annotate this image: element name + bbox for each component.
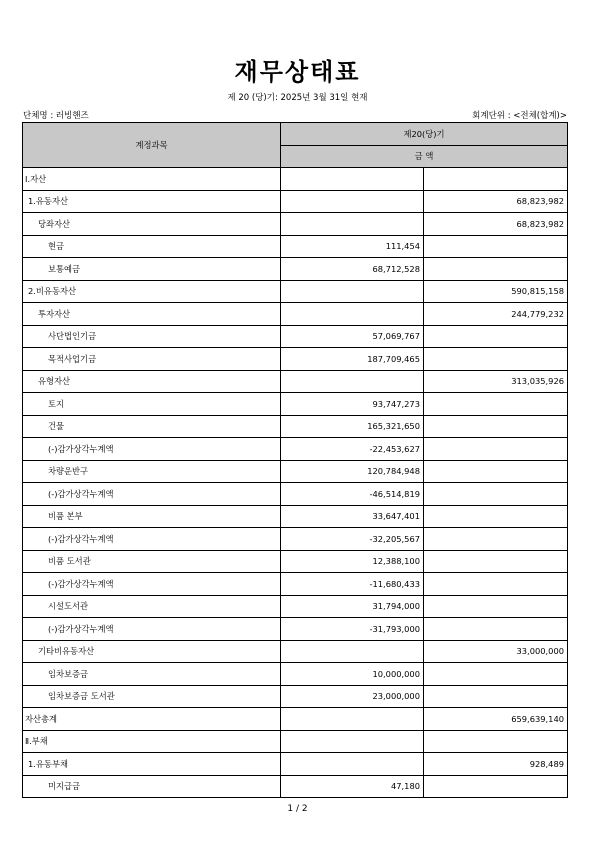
account-label: 자산총계: [23, 708, 281, 731]
table-row: [23, 460, 568, 483]
table-row: [23, 663, 568, 686]
table-row: [23, 528, 568, 551]
subtotal-amount: [424, 505, 568, 528]
subtotal-amount: [424, 550, 568, 573]
subtotal-amount: [424, 168, 568, 191]
account-label: 목적사업기금: [23, 348, 281, 371]
table-row: [23, 550, 568, 573]
table-row: [23, 415, 568, 438]
detail-amount: 93,747,273: [281, 393, 424, 416]
detail-amount: [281, 168, 424, 191]
table-row: [23, 258, 568, 281]
balance-sheet-table: [22, 122, 568, 798]
table-row: [23, 730, 568, 753]
account-label: 기타비유동자산: [23, 640, 281, 663]
table-row: [23, 325, 568, 348]
subtotal-amount: [424, 348, 568, 371]
subtotal-amount: [424, 573, 568, 596]
account-label: 건물: [23, 415, 281, 438]
subtotal-amount: [424, 618, 568, 641]
table-row: [23, 573, 568, 596]
subtotal-amount: [424, 730, 568, 753]
detail-amount: [281, 303, 424, 326]
detail-amount: 47,180: [281, 775, 424, 798]
detail-amount: 68,712,528: [281, 258, 424, 281]
table-row: [23, 685, 568, 708]
header-period: 제20(당)기: [281, 123, 568, 146]
subtotal-amount: [424, 438, 568, 461]
detail-amount: -22,453,627: [281, 438, 424, 461]
document-title: 재무상태표: [234, 58, 361, 86]
detail-amount: 57,069,767: [281, 325, 424, 348]
subtotal-amount: 590,815,158: [424, 280, 568, 303]
table-row: [23, 213, 568, 236]
account-label: 비품 본부: [23, 505, 281, 528]
accounting-unit: 회계단위 : <전체(합계)>: [472, 111, 567, 121]
subtotal-amount: [424, 325, 568, 348]
account-label: 당좌자산: [23, 213, 281, 236]
subtotal-amount: [424, 685, 568, 708]
subtotal-amount: 68,823,982: [424, 213, 568, 236]
detail-amount: 165,321,650: [281, 415, 424, 438]
table-row: [23, 190, 568, 213]
table-row: [23, 348, 568, 371]
subtotal-amount: [424, 775, 568, 798]
subtotal-amount: 68,823,982: [424, 190, 568, 213]
account-label: 차량운반구: [23, 460, 281, 483]
subtotal-amount: [424, 663, 568, 686]
detail-amount: [281, 730, 424, 753]
detail-amount: [281, 280, 424, 303]
subtotal-amount: 244,779,232: [424, 303, 568, 326]
detail-amount: 120,784,948: [281, 460, 424, 483]
table-row: [23, 438, 568, 461]
account-label: (-)감가상각누계액: [23, 438, 281, 461]
subtotal-amount: [424, 595, 568, 618]
subtotal-amount: 659,639,140: [424, 708, 568, 731]
detail-amount: 23,000,000: [281, 685, 424, 708]
detail-amount: [281, 190, 424, 213]
detail-amount: -31,793,000: [281, 618, 424, 641]
table-row: [23, 640, 568, 663]
account-label: (-)감가상각누계액: [23, 483, 281, 506]
detail-amount: [281, 640, 424, 663]
account-label: 2.비유동자산: [23, 280, 281, 303]
account-label: 1.유동자산: [23, 190, 281, 213]
account-label: (-)감가상각누계액: [23, 573, 281, 596]
detail-amount: 33,647,401: [281, 505, 424, 528]
table-row: [23, 753, 568, 776]
detail-amount: [281, 370, 424, 393]
account-label: 보통예금: [23, 258, 281, 281]
table-row: [23, 483, 568, 506]
detail-amount: -11,680,433: [281, 573, 424, 596]
period-subtitle: 제 20 (당)기: 2025년 3월 31일 현재: [227, 93, 368, 103]
table-row: [23, 303, 568, 326]
detail-amount: -32,205,567: [281, 528, 424, 551]
table-row: [23, 595, 568, 618]
subtotal-amount: [424, 393, 568, 416]
table-row: [23, 393, 568, 416]
header-amount: 금 액: [281, 145, 568, 168]
account-label: 현금: [23, 235, 281, 258]
detail-amount: [281, 708, 424, 731]
subtotal-amount: [424, 528, 568, 551]
organization-name: 단체명 : 러빙핸즈: [23, 111, 89, 121]
page-number: 1 / 2: [287, 804, 308, 814]
subtotal-amount: 33,000,000: [424, 640, 568, 663]
account-label: 임차보증금 도서관: [23, 685, 281, 708]
subtotal-amount: 928,489: [424, 753, 568, 776]
subtotal-amount: [424, 483, 568, 506]
detail-amount: 31,794,000: [281, 595, 424, 618]
account-label: 유형자산: [23, 370, 281, 393]
account-label: 사단법인기금: [23, 325, 281, 348]
subtotal-amount: [424, 258, 568, 281]
account-label: 시설도서관: [23, 595, 281, 618]
account-label: 토지: [23, 393, 281, 416]
account-label: (-)감가상각누계액: [23, 528, 281, 551]
account-label: Ⅱ.부채: [23, 730, 281, 753]
account-label: 미지급금: [23, 775, 281, 798]
table-row: [23, 280, 568, 303]
table-body: [23, 168, 568, 798]
account-label: (-)감가상각누계액: [23, 618, 281, 641]
detail-amount: 187,709,465: [281, 348, 424, 371]
table-row: [23, 618, 568, 641]
table-row: [23, 775, 568, 798]
detail-amount: 111,454: [281, 235, 424, 258]
detail-amount: 12,388,100: [281, 550, 424, 573]
account-label: 비품 도서관: [23, 550, 281, 573]
account-label: Ⅰ.자산: [23, 168, 281, 191]
subtotal-amount: [424, 235, 568, 258]
table-row: [23, 370, 568, 393]
table-row: [23, 505, 568, 528]
account-label: 1.유동부채: [23, 753, 281, 776]
table-row: [23, 168, 568, 191]
header-account: 계정과목: [23, 123, 281, 168]
detail-amount: 10,000,000: [281, 663, 424, 686]
subtotal-amount: [424, 415, 568, 438]
subtotal-amount: [424, 460, 568, 483]
table-row: [23, 235, 568, 258]
subtotal-amount: 313,035,926: [424, 370, 568, 393]
table-row: [23, 708, 568, 731]
detail-amount: -46,514,819: [281, 483, 424, 506]
detail-amount: [281, 753, 424, 776]
account-label: 투자자산: [23, 303, 281, 326]
detail-amount: [281, 213, 424, 236]
account-label: 임차보증금: [23, 663, 281, 686]
